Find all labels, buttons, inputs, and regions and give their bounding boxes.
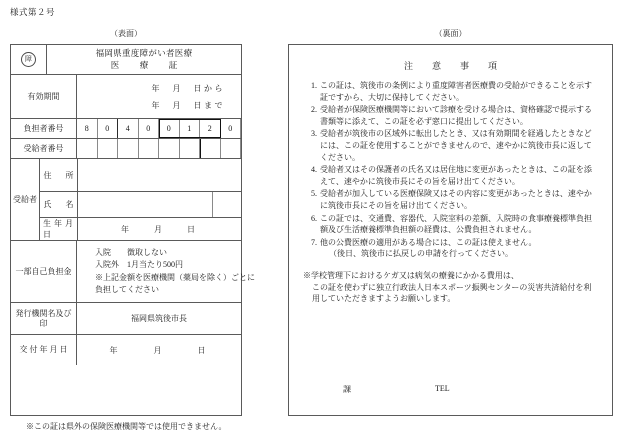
recipient-number-grid bbox=[77, 139, 241, 158]
back-footer bbox=[295, 384, 606, 395]
payer-digit-cell[interactable]: 8 bbox=[77, 119, 98, 138]
issuer-label bbox=[11, 303, 77, 334]
recipient-info-row bbox=[11, 159, 241, 241]
recipient-vertical-label bbox=[11, 159, 40, 240]
copayment-line-outpatient: 入院外 1月当たり500円 bbox=[95, 260, 183, 270]
recipient-address-row bbox=[40, 159, 241, 192]
recipient-name-divider bbox=[212, 192, 213, 217]
back-certificate-sheet bbox=[288, 44, 613, 416]
tel-label: TEL bbox=[435, 384, 450, 393]
note-item bbox=[303, 128, 596, 163]
recipient-address-value[interactable] bbox=[78, 159, 241, 191]
copayment-value bbox=[77, 241, 258, 302]
copayment-label: 一部自己負担金 bbox=[11, 241, 77, 302]
notes-list bbox=[295, 80, 606, 260]
recipient-digit-cell[interactable] bbox=[180, 139, 201, 158]
payer-number-row bbox=[11, 119, 241, 139]
notes-heading: 注 意 事 項 bbox=[403, 61, 502, 71]
note-text: この証は、筑後市の条例により重度障害者医療費の受給ができることを示す証ですから、大切に保持してください。 bbox=[320, 81, 592, 102]
seal-cell bbox=[11, 45, 47, 74]
note-text-continuation: （後日、筑後市に払戻しの申請を行ってください。 bbox=[329, 249, 513, 259]
recipient-birthdate-row bbox=[40, 218, 241, 240]
payer-digit-cell[interactable]: 0 bbox=[159, 119, 180, 138]
certificate-title-line1: 福岡県重度障がい者医療 bbox=[95, 48, 193, 59]
certificate-title-row bbox=[11, 45, 241, 75]
note-number: 2. bbox=[311, 105, 317, 115]
issued-date-label: 交 付 年 月 日 bbox=[11, 335, 77, 365]
star-note-line1: ※学校管理下におけるケガ又は病気の療養にかかる費用は、 bbox=[303, 270, 519, 280]
issuer-row bbox=[11, 303, 241, 335]
copayment-row bbox=[11, 241, 255, 303]
validity-period-value[interactable] bbox=[77, 75, 241, 118]
note-number: 6. bbox=[311, 213, 317, 223]
recipient-birthdate-text: 年 月 日 bbox=[121, 224, 198, 234]
department-label: 課 bbox=[343, 385, 351, 394]
validity-period-label: 有効期間 bbox=[11, 75, 77, 118]
recipient-field-list bbox=[40, 159, 241, 240]
issued-date-text: 年 月 日 bbox=[109, 345, 209, 355]
note-item bbox=[303, 213, 596, 236]
issued-date-value[interactable] bbox=[77, 335, 241, 365]
back-sheet-content bbox=[295, 51, 606, 409]
copayment-text-block bbox=[95, 247, 255, 297]
payer-digit-cell[interactable]: 4 bbox=[118, 119, 139, 138]
payer-number-label: 負担者番号 bbox=[11, 119, 77, 138]
recipient-digit-cell[interactable] bbox=[139, 139, 160, 158]
recipient-digit-cell[interactable] bbox=[77, 139, 98, 158]
recipient-digit-cell[interactable] bbox=[200, 139, 221, 158]
issuer-value bbox=[77, 303, 241, 334]
payer-digit-cell[interactable]: 2 bbox=[200, 119, 221, 138]
front-panel-caption: （表面） bbox=[110, 29, 142, 38]
note-text-main: 他の公費医療の適用がある場合には、この証は使えません。 bbox=[320, 237, 537, 247]
note-item bbox=[303, 104, 596, 127]
certificate-title bbox=[47, 45, 241, 74]
recipient-name-value[interactable] bbox=[78, 192, 241, 217]
note-text: 受給者が加入している医療保険又はその内容に変更があったときは、速やかに筑後市長にその旨を届け出てください。 bbox=[320, 189, 592, 210]
note-number: 3. bbox=[311, 129, 317, 139]
copayment-line-inpatient: 入院 徴取しない bbox=[95, 247, 167, 257]
recipient-digit-cell[interactable] bbox=[159, 139, 180, 158]
recipient-birthdate-value[interactable] bbox=[78, 218, 241, 240]
note-item bbox=[303, 80, 596, 103]
recipient-name-label: 氏 名 bbox=[40, 192, 78, 217]
recipient-number-label: 受給者番号 bbox=[11, 139, 77, 158]
recipient-address-label: 住 所 bbox=[40, 159, 78, 191]
payer-digit-cell[interactable]: 0 bbox=[221, 119, 242, 138]
certificate-title-line2: 医 療 証 bbox=[110, 59, 184, 70]
star-note bbox=[303, 270, 596, 305]
validity-period-row bbox=[11, 75, 241, 119]
front-certificate-sheet bbox=[10, 44, 255, 416]
recipient-vertical-label-text: 受給者 bbox=[13, 194, 37, 204]
issuer-name: 福岡県筑後市長 bbox=[131, 314, 187, 323]
payer-digit-cell[interactable]: 0 bbox=[139, 119, 160, 138]
note-number: 1. bbox=[311, 81, 317, 90]
recipient-birthdate-label: 生年月日 bbox=[40, 218, 78, 240]
star-note-rest: この証を使わずに独立行政法人日本スポーツ振興センターの災害共済給付を利用していただきますようお願いします。 bbox=[312, 282, 592, 304]
front-footnote: ※この証は県外の保険医療機関等では使用できません。 bbox=[26, 422, 227, 431]
note-item bbox=[303, 164, 596, 187]
recipient-digit-cell[interactable] bbox=[98, 139, 119, 158]
note-number: 5. bbox=[311, 189, 317, 199]
issued-date-row bbox=[11, 335, 241, 365]
recipient-name-row bbox=[40, 192, 241, 218]
back-panel-caption: （裏面） bbox=[434, 29, 467, 38]
recipient-digit-cell[interactable] bbox=[221, 139, 242, 158]
copayment-line-note2: 負担してください bbox=[95, 284, 159, 294]
note-item bbox=[303, 237, 596, 260]
copayment-line-note1: ※上記金額を医療機関（薬局を除く）ごとに bbox=[95, 272, 255, 282]
recipient-number-row bbox=[11, 139, 241, 159]
note-text: 受給者が筑後市の区域外に転出したとき、又は有効期間を経過したときなどには、この証を使用することができませんので、速やかに筑後市長に返してください。 bbox=[320, 129, 592, 162]
issuer-label-line2: 印 bbox=[39, 318, 48, 328]
payer-digit-cell[interactable]: 1 bbox=[180, 119, 201, 138]
note-number: 4. bbox=[311, 165, 317, 175]
payer-number-grid bbox=[77, 119, 241, 138]
validity-to-line: 年 月 日まで bbox=[151, 100, 225, 110]
form-number: 様式第２号 bbox=[10, 7, 56, 17]
note-text: 受給者が保険医療機関等において診療を受ける場合は、資格確認で提示する書類等に添えて、この証を必ず窓口に提出してください。 bbox=[320, 105, 592, 126]
validity-from-line: 年 月 日から bbox=[151, 83, 225, 93]
note-item bbox=[303, 188, 596, 211]
issuer-label-line1: 発行機関名及び bbox=[15, 308, 72, 318]
note-number: 7. bbox=[311, 237, 317, 247]
note-text: 受給者又はその保護者の氏名又は居住地に変更があったときは、この証を添えて、速やかに筑後市長にその旨を届け出てください。 bbox=[320, 165, 592, 186]
payer-digit-cell[interactable]: 0 bbox=[98, 119, 119, 138]
disability-seal-icon: 障 bbox=[21, 52, 36, 67]
note-text: この証では、交通費、容器代、入院室料の差額、入院時の食事療養標準負担額及び生活療養標準負担額の経費は、公費負担されません。 bbox=[320, 213, 592, 235]
recipient-digit-cell[interactable] bbox=[118, 139, 139, 158]
note-text bbox=[320, 237, 596, 260]
